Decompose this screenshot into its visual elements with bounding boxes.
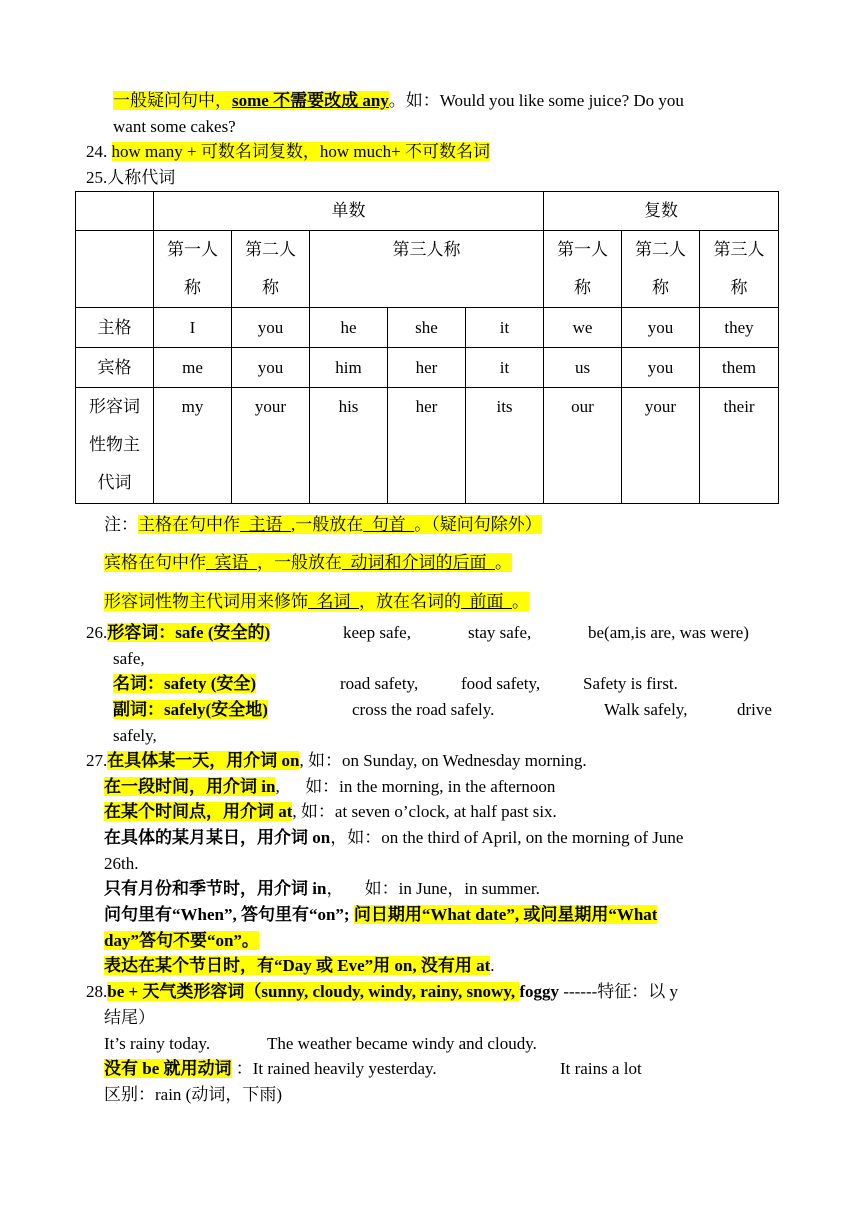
item-27-line xyxy=(104,827,683,849)
item-27-line xyxy=(104,930,259,952)
row-label: 宾格 xyxy=(76,348,154,388)
plural-header: 复数 xyxy=(544,192,779,231)
table-cell: it xyxy=(466,348,544,388)
row-label xyxy=(76,388,154,504)
header-line: 称 xyxy=(652,278,669,297)
text: 注： xyxy=(104,515,138,534)
text: 结尾） xyxy=(104,1008,155,1027)
example: road safety, xyxy=(340,674,419,693)
table-cell: you xyxy=(232,308,310,348)
blank-answer: 动词和介词的后面 xyxy=(342,553,495,572)
text: 区别：rain (动词，下雨) xyxy=(104,1085,283,1104)
table-cell: us xyxy=(544,348,622,388)
bold-text: 只有月份和季节时，用介词 in xyxy=(104,879,327,898)
item-27-line xyxy=(104,801,557,823)
adverb-line xyxy=(113,699,268,721)
label-line: 代词 xyxy=(97,473,132,492)
text: , 如：at seven o’clock, at half past six. xyxy=(292,802,557,821)
highlight-bold-text: 在某个时间点，用介词 at xyxy=(104,802,293,821)
text: , 如：on Sunday, on Wednesday morning. xyxy=(299,751,587,770)
blank-answer: 名词 xyxy=(308,592,359,611)
highlight-bold-text: 形容词：safe (安全的) xyxy=(107,623,271,642)
text: ，如：on the third of April, on the morning of June xyxy=(330,828,684,847)
table-cell: their xyxy=(700,388,779,504)
text: ,一般放在 xyxy=(291,515,364,534)
header-line: 第二人 xyxy=(245,240,296,259)
highlight-text: how many + 可数名词复数，how much+ 不可数名词 xyxy=(111,142,491,161)
text: ，一般放在 xyxy=(257,553,342,572)
item-26-line xyxy=(86,622,270,644)
highlight-bold-text: 副词：safely(安全地) xyxy=(113,700,268,719)
text: 形容词性物主代词用来修饰 xyxy=(104,592,308,611)
item-27-line xyxy=(104,955,495,977)
highlight-bold-text: 问日期用“What date”, 或问星期用“What xyxy=(353,905,658,924)
highlight-bold-text: 表达在某个节日时，有“Day 或 Eve”用 on, 没有用 at xyxy=(104,956,491,975)
example: It rains a lot xyxy=(560,1059,642,1078)
header-line: 第一人 xyxy=(167,240,218,259)
header-line: 第三人 xyxy=(713,240,765,259)
label-line: 性物主 xyxy=(89,435,140,454)
item-27-line xyxy=(104,776,555,798)
bold-text: 问句里有“When”, 答句里有“on”; xyxy=(104,905,354,924)
example: be(am,is are, was were) xyxy=(588,623,749,642)
item-27-line xyxy=(104,904,657,926)
table-cell: she xyxy=(388,308,466,348)
text: ，放在名词的 xyxy=(359,592,461,611)
text: 主格在句中作 xyxy=(138,515,240,534)
highlight-bold-text: day”答句不要“on”。 xyxy=(104,931,259,950)
first-person-header xyxy=(544,231,622,308)
blank-cell xyxy=(76,192,154,231)
table-cell: you xyxy=(232,348,310,388)
blank-cell xyxy=(76,231,154,308)
text: 26th. xyxy=(104,854,139,873)
label-line: 形容词 xyxy=(89,397,140,416)
table-cell: me xyxy=(154,348,232,388)
highlight-bold-text: 在一段时间，用介词 in xyxy=(104,777,276,796)
bold-text: foggy xyxy=(519,982,560,1001)
example: Safety is first. xyxy=(583,674,678,693)
item-number: 24. xyxy=(86,142,112,161)
text: 。如：Would you like some juice? Do you xyxy=(388,91,684,110)
highlight-bold-text: 名词：safety (安全) xyxy=(113,674,257,693)
noun-line xyxy=(113,673,256,695)
blank-answer: 宾语 xyxy=(206,553,257,572)
table-cell: its xyxy=(466,388,544,504)
text: 宾格在句中作 xyxy=(104,553,206,572)
highlight-text xyxy=(104,592,529,611)
note-1 xyxy=(104,512,542,538)
text: 。 xyxy=(495,553,512,572)
table-cell: your xyxy=(232,388,310,504)
text: ， 如：in June，in summer. xyxy=(326,879,540,898)
text: safe, xyxy=(113,649,145,668)
example: Walk safely, xyxy=(604,700,688,719)
table-cell: her xyxy=(388,348,466,388)
header-line: 称 xyxy=(184,278,201,297)
example: keep safe, xyxy=(343,623,411,642)
table-cell: you xyxy=(622,308,700,348)
highlight-bold-text: be + 天气类形容词（sunny, cloudy, windy, rainy, snowy, xyxy=(107,982,520,1001)
example: The weather became windy and cloudy. xyxy=(267,1034,537,1053)
singular-header: 单数 xyxy=(154,192,544,231)
highlight-bold-text: 没有 be 就用动词 xyxy=(104,1059,232,1078)
note-3 xyxy=(104,589,529,615)
item-27-line xyxy=(86,750,587,772)
item-number: 27. xyxy=(86,751,108,770)
blank-answer: 句首 xyxy=(363,515,415,534)
highlight-text: 一般疑问句中， xyxy=(113,91,232,110)
highlight-bold-text: 在具体某一天，用介词 on xyxy=(107,751,300,770)
table-cell: your xyxy=(622,388,700,504)
text: safely, xyxy=(113,726,157,745)
table-cell: her xyxy=(388,388,466,504)
example: It’s rainy today. xyxy=(104,1034,211,1053)
item-24 xyxy=(86,141,490,163)
item-28-line xyxy=(104,1058,437,1080)
text: ------特征：以 y xyxy=(559,982,679,1001)
example: drive xyxy=(737,700,772,719)
example: cross the road safely. xyxy=(352,700,495,719)
table-cell: you xyxy=(622,348,700,388)
blank-answer: 主语 xyxy=(240,515,291,534)
item-number: 26. xyxy=(86,623,108,642)
header-line: 第一人 xyxy=(557,240,608,259)
blank-answer: 前面 xyxy=(461,592,512,611)
bold-text: 在具体的某月某日，用介词 on xyxy=(104,828,331,847)
table-cell: my xyxy=(154,388,232,504)
table-cell: him xyxy=(310,348,388,388)
text: , 如：in the morning, in the afternoon xyxy=(275,777,556,796)
table-cell: our xyxy=(544,388,622,504)
line-2: want some cakes? xyxy=(113,117,236,136)
header-line: 称 xyxy=(574,278,591,297)
header-line: 称 xyxy=(730,278,748,297)
pronoun-table xyxy=(75,191,779,504)
table-cell: he xyxy=(310,308,388,348)
second-person-header xyxy=(232,231,310,308)
table-cell: it xyxy=(466,308,544,348)
item-number: 28. xyxy=(86,982,108,1001)
highlight-bold-text: some 不需要改成 any xyxy=(232,91,389,110)
table-cell: we xyxy=(544,308,622,348)
text: . xyxy=(490,956,495,975)
table-cell: his xyxy=(310,388,388,504)
highlight-text xyxy=(138,515,542,534)
note-2 xyxy=(104,550,512,576)
table-cell: I xyxy=(154,308,232,348)
item-27-line xyxy=(104,878,540,900)
line-1 xyxy=(113,90,684,112)
item-25: 25.人称代词 xyxy=(86,168,176,187)
second-person-header xyxy=(622,231,700,308)
header-line: 称 xyxy=(262,278,279,297)
first-person-header xyxy=(154,231,232,308)
third-person-header: 第三人称 xyxy=(310,231,544,308)
text: 。 xyxy=(512,592,529,611)
example: food safety, xyxy=(461,674,541,693)
highlight-text xyxy=(104,553,512,572)
table-cell: them xyxy=(700,348,779,388)
table-cell: they xyxy=(700,308,779,348)
third-person-header xyxy=(700,231,779,308)
text: 。（疑问句除外） xyxy=(414,515,542,534)
example: stay safe, xyxy=(468,623,532,642)
text: ：It rained heavily yesterday. xyxy=(231,1059,437,1078)
item-28-line xyxy=(86,981,678,1003)
row-label: 主格 xyxy=(76,308,154,348)
header-line: 第二人 xyxy=(635,240,686,259)
